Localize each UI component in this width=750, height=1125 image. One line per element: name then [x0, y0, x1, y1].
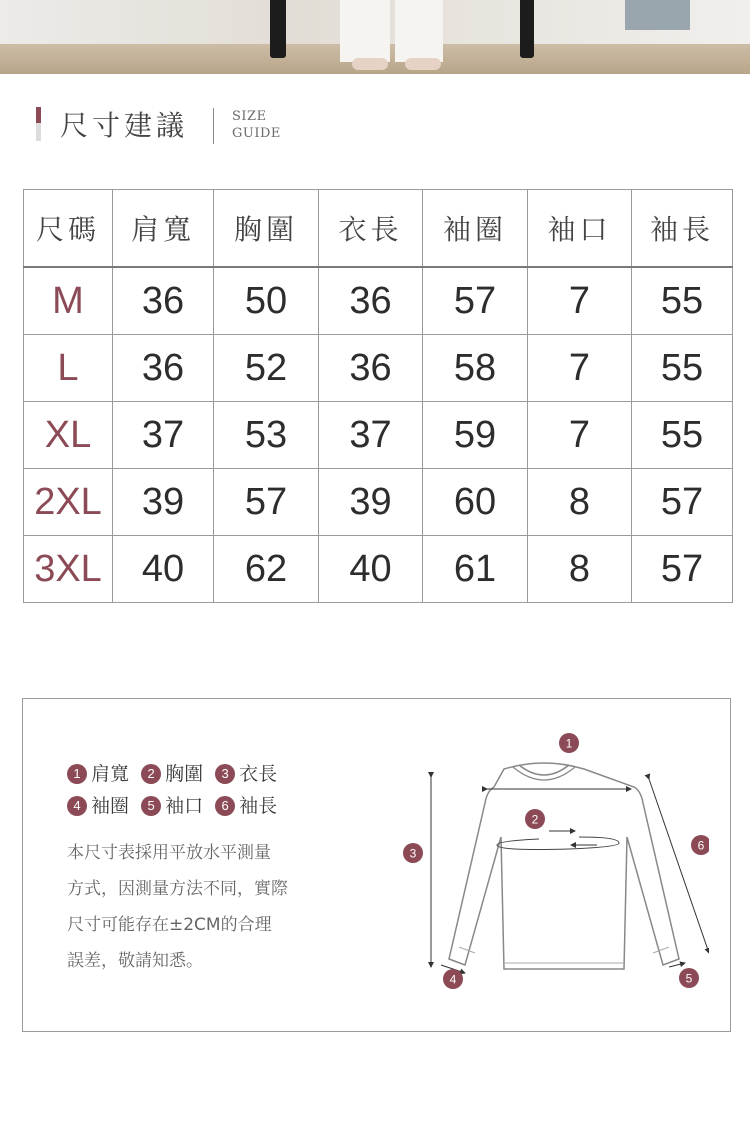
number-badge: 4: [67, 796, 87, 816]
legend-item-cuff: 5 袖口: [141, 791, 203, 818]
marker-5: [679, 968, 699, 988]
table-cell: 37: [319, 402, 423, 469]
legend-item-chest: 2 胸圍: [141, 759, 203, 786]
legend-item-armhole: 4 袖圈: [67, 791, 129, 818]
section-title-text: 尺寸建議: [60, 109, 189, 142]
table-cell: 58: [423, 335, 528, 402]
size-cell: 3XL: [24, 536, 113, 603]
table-cell: 7: [528, 402, 632, 469]
marker-3: [403, 843, 423, 863]
table-cell: 61: [423, 536, 528, 603]
table-cell: 36: [113, 267, 214, 335]
number-badge: 6: [215, 796, 235, 816]
table-cell: 36: [113, 335, 214, 402]
table-cell: 39: [113, 469, 214, 536]
svg-text:5: 5: [685, 971, 693, 986]
table-cell: 60: [423, 469, 528, 536]
number-badge: 5: [141, 796, 161, 816]
section-title-en: SIZE GUIDE: [232, 109, 281, 141]
table-cell: 36: [319, 335, 423, 402]
header-chest: 胸圍: [214, 190, 319, 268]
table-cell: 50: [214, 267, 319, 335]
size-table: [23, 189, 733, 603]
table-cell: 7: [528, 267, 632, 335]
product-photo-strip: [0, 0, 750, 74]
table-cell: 57: [632, 469, 733, 536]
table-cell: 57: [214, 469, 319, 536]
title-accent-bar: [36, 107, 41, 141]
table-cell: 55: [632, 402, 733, 469]
table-row: [24, 267, 733, 335]
svg-text:1: 1: [565, 736, 573, 751]
measurement-note: 本尺寸表採用平放水平測量 方式，因測量方法不同，實際 尺寸可能存在±2CM的合理 誤差，敬請知悉。: [67, 843, 288, 971]
header-cuff: 袖口: [528, 190, 632, 268]
table-cell: 55: [632, 335, 733, 402]
title-divider: [213, 108, 214, 144]
size-cell: L: [24, 335, 113, 402]
table-cell: 57: [632, 536, 733, 603]
size-cell: 2XL: [24, 469, 113, 536]
header-armhole: 袖圈: [423, 190, 528, 268]
table-cell: 53: [214, 402, 319, 469]
marker-2: [525, 809, 545, 829]
table-cell: 57: [423, 267, 528, 335]
table-cell: 40: [319, 536, 423, 603]
sweater-diagram-icon: [379, 727, 709, 1017]
number-badge: 3: [215, 764, 235, 784]
table-cell: 55: [632, 267, 733, 335]
header-size: 尺碼: [24, 190, 113, 268]
table-row: [24, 335, 733, 402]
svg-text:6: 6: [697, 838, 705, 853]
measurement-legend: [67, 759, 327, 823]
table-cell: 39: [319, 469, 423, 536]
table-row: [24, 402, 733, 469]
table-cell: 36: [319, 267, 423, 335]
marker-6: [691, 835, 709, 855]
svg-text:4: 4: [449, 972, 457, 987]
table-row: [24, 469, 733, 536]
legend-item-length: 3 衣長: [215, 759, 277, 786]
size-cell: XL: [24, 402, 113, 469]
table-cell: 40: [113, 536, 214, 603]
table-cell: 52: [214, 335, 319, 402]
svg-text:2: 2: [531, 812, 539, 827]
measurement-guide-box: [22, 698, 731, 1032]
table-row: [24, 536, 733, 603]
table-cell: 59: [423, 402, 528, 469]
marker-4: [443, 969, 463, 989]
svg-text:3: 3: [409, 846, 417, 861]
table-cell: 7: [528, 335, 632, 402]
header-length: 衣長: [319, 190, 423, 268]
table-cell: 62: [214, 536, 319, 603]
legend-item-sleeve: 6 袖長: [215, 791, 277, 818]
header-sleeve: 袖長: [632, 190, 733, 268]
marker-1: [559, 733, 579, 753]
number-badge: 2: [141, 764, 161, 784]
legend-item-shoulder: 1 肩寬: [67, 759, 129, 786]
table-cell: 37: [113, 402, 214, 469]
size-cell: M: [24, 267, 113, 335]
table-cell: 8: [528, 536, 632, 603]
number-badge: 1: [67, 764, 87, 784]
table-header-row: [24, 190, 733, 268]
table-cell: 8: [528, 469, 632, 536]
header-shoulder: 肩寬: [113, 190, 214, 268]
